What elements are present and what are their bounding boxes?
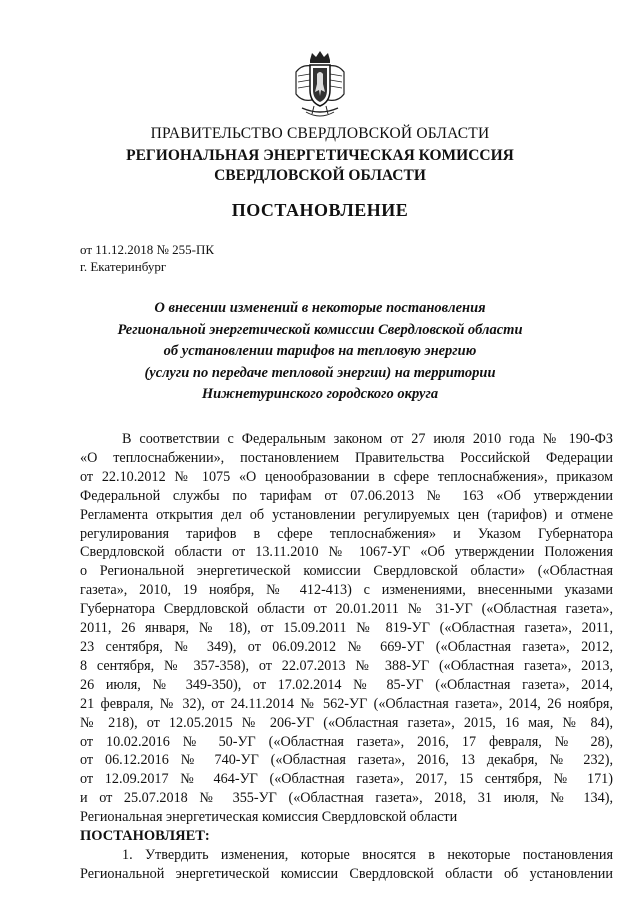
body-line: Губернатора Свердловской области от 20.01.2011 № 31-УГ («Областная газета», <box>80 601 613 618</box>
body-line: № 218), от 12.05.2015 № 206-УГ («Областная газета», 2015, 16 мая, № 84), <box>80 714 613 731</box>
body-line: Региональной энергетической комиссии Свердловской области об установлении <box>80 865 613 882</box>
resolves-heading: ПОСТАНОВЛЯЕТ: <box>80 828 210 845</box>
document-subject <box>80 298 560 406</box>
body-line: от 22.10.2012 № 1075 «О ценообразовании в сфере теплоснабжения», приказом <box>80 468 613 485</box>
body-line: Федеральной службы по тарифам от 07.06.2013 № 163 «Об утверждении <box>80 487 613 504</box>
body-line: 8 сентября, № 357-358), от 22.07.2013 № 388-УГ («Областная газета», 2013, <box>80 657 613 674</box>
document-date-number: от 11.12.2018 № 255-ПК <box>80 242 215 257</box>
commission-name-line1: РЕГИОНАЛЬНАЯ ЭНЕРГЕТИЧЕСКАЯ КОМИССИЯ <box>126 147 514 164</box>
coat-of-arms-icon <box>292 50 348 122</box>
body-line: «О теплоснабжении», постановлением Правительства Российской Федерации <box>80 449 613 466</box>
government-name: ПРАВИТЕЛЬСТВО СВЕРДЛОВСКОЙ ОБЛАСТИ <box>150 125 490 142</box>
document-type-title: ПОСТАНОВЛЕНИЕ <box>231 200 409 220</box>
body-line: Региональная энергетическая комиссия Свердловской области <box>80 809 458 826</box>
body-line: 1. Утвердить изменения, которые вносятся в некоторые постановления <box>122 846 613 863</box>
document-body <box>80 430 613 884</box>
document-city: г. Екатеринбург <box>80 259 167 274</box>
body-line: Регламента открытия дел об установлении регулируемых цен (тарифов) и отмене <box>80 506 613 523</box>
body-line: о Региональной энергетической комиссии Свердловской области» («Областная <box>80 563 613 580</box>
body-line: газета», 2010, 19 ноября, № 412-413) с изменениями, внесенными указами <box>80 582 613 599</box>
subject-line: О внесении изменений в некоторые постановления <box>154 300 486 316</box>
body-line: 2011, 26 января, № 18), от 15.09.2011 № 819-УГ («Областная газета», 2011, <box>80 620 613 637</box>
body-line: В соответствии с Федеральным законом от 27 июля 2010 года № 190-ФЗ <box>122 431 613 447</box>
commission-name-line2: СВЕРДЛОВСКОЙ ОБЛАСТИ <box>214 167 426 184</box>
item-1-paragraph <box>80 846 613 884</box>
subject-line: об установлении тарифов на тепловую энергию <box>163 343 477 359</box>
body-line: Свердловской области от 13.11.2010 № 1067-УГ «Об утверждении Положения <box>80 544 613 561</box>
body-line: 23 сентября, № 349), от 06.09.2012 № 669-УГ («Областная газета», 2012, <box>80 638 613 655</box>
body-line: от 06.12.2016 № 740-УГ («Областная газета», 2016, 13 декабря, № 232), <box>80 752 613 769</box>
subject-line: (услуги по передаче тепловой энергии) на территории <box>144 364 496 381</box>
body-line: 26 июля, № 349-350), от 17.02.2014 № 85-УГ («Областная газета», 2014, <box>80 676 613 693</box>
body-line: от 12.09.2017 № 464-УГ («Областная газета», 2017, 15 сентября, № 171) <box>80 771 613 788</box>
subject-line: Региональной энергетической комиссии Свердловской области <box>117 321 523 338</box>
body-line: от 10.02.2016 № 50-УГ («Областная газета», 2016, 17 февраля, № 28), <box>80 733 613 750</box>
body-line: 21 февраля, № 32), от 24.11.2014 № 562-УГ («Областная газета», 2014, 26 ноября, <box>80 695 613 712</box>
body-line: и от 25.07.2018 № 355-УГ («Областная газета», 2018, 31 июля, № 134), <box>80 790 613 807</box>
subject-line: Нижнетуринского городского округа <box>201 386 439 402</box>
body-line: регулирования тарифов в сфере теплоснабжения» и Указом Губернатора <box>80 525 613 542</box>
preamble-paragraph <box>80 430 613 827</box>
